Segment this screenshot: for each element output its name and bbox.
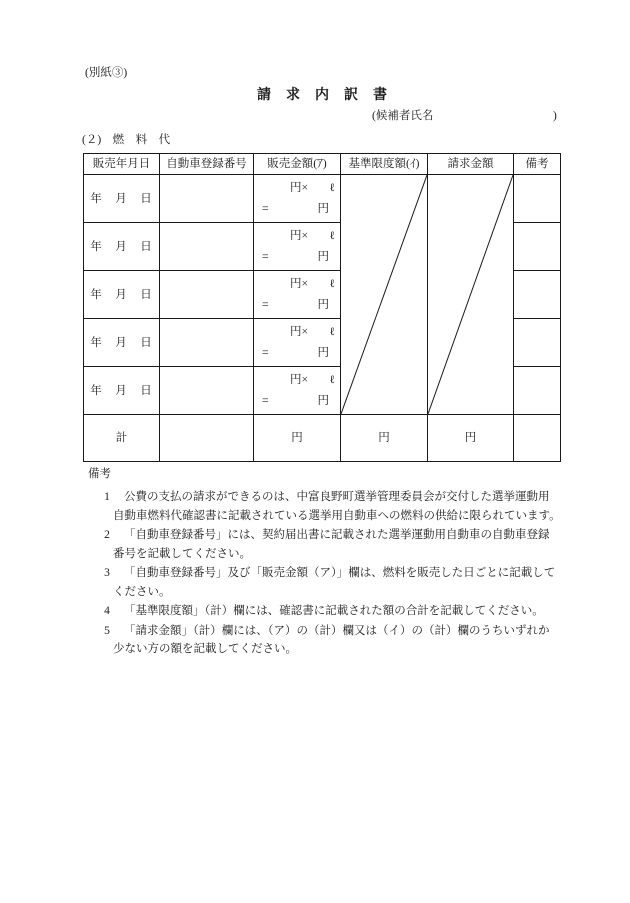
header-claim-amount: 請求金額 [428,154,514,175]
total-label: 計 [84,415,160,462]
liter-unit: ℓ [329,278,335,290]
remarks-cell [514,319,561,367]
total-sales-amount-yen: 円 [254,415,341,462]
note-item [101,488,561,525]
diagonal-slash-line [341,175,427,414]
note-line: ください。 [113,585,171,598]
header-remarks: 備考 [514,154,561,175]
registration-number-cell [160,319,254,367]
claim-amount-slashed-cell [428,175,514,415]
liter-unit: ℓ [329,182,335,194]
yen-unit: 円 [317,395,329,407]
yen-times-label: 円× [290,374,308,386]
note-number: 1 [104,491,110,503]
notes-list [101,488,561,660]
table-row [84,175,561,223]
note-line: 自動車燃料代確認書に記載されている選挙用自動車への燃料の供給に限られています。 [113,509,561,522]
sales-amount-cell [254,271,341,319]
note-item [101,622,561,659]
note-item [101,526,561,563]
header-registration-number: 自動車登録番号 [160,154,254,175]
note-number: 4 [104,605,110,617]
note-text: 「請求金額」（計）欄には、（ア）の（計）欄又は（イ）の（計）欄のうちいずれか [124,624,550,637]
fuel-cost-breakdown-table [83,153,561,462]
note-number: 2 [104,529,110,541]
equals-sign: = [262,347,269,359]
total-claim-amount-yen: 円 [428,415,514,462]
remarks-cell [514,223,561,271]
total-registration-cell [160,415,254,462]
total-remarks-cell [514,415,561,462]
note-text: 「基準限度額」（計）欄には、確認書に記載された額の合計を記載してください。 [124,605,544,617]
note-line [101,602,561,621]
sale-date-cell: 年 月 日 [84,271,160,319]
sales-amount-cell [254,367,341,415]
remarks-cell [514,367,561,415]
page-title: 請 求 内 訳 書 [257,88,388,103]
sales-amount-cell [254,223,341,271]
registration-number-cell [160,223,254,271]
note-line [101,526,561,545]
note-text: 「自動車登録番号」及び「販売金額（ア）」欄は、燃料を販売した日ごとに記載して [124,567,556,579]
note-line: 少ない方の額を記載してください。 [113,643,297,655]
registration-number-cell [160,175,254,223]
candidate-name-label: (候補者氏名 [372,110,434,122]
liter-unit: ℓ [329,326,335,338]
diagonal-slash-line [428,175,513,414]
note-item [101,602,561,621]
yen-times-label: 円× [290,182,308,194]
total-standard-limit-yen: 円 [341,415,428,462]
note-line [101,622,561,641]
note-number: 5 [104,624,110,637]
yen-unit: 円 [317,299,329,311]
equals-sign: = [262,299,269,311]
equals-sign: = [262,203,269,215]
notes-heading: 備考 [88,468,111,480]
note-line: 番号を記載してください。 [113,547,251,560]
sale-date-cell: 年 月 日 [84,223,160,271]
note-text: 「自動車登録番号」には、契約届出書に記載された選挙運動用自動車の自動車登録 [124,529,550,541]
header-sale-date: 販売年月日 [84,154,160,175]
sales-amount-cell [254,175,341,223]
standard-limit-slashed-cell [341,175,428,415]
yen-unit: 円 [317,347,329,359]
yen-unit: 円 [317,251,329,263]
header-sales-amount: 販売金額(ｱ) [254,154,341,175]
yen-times-label: 円× [290,278,308,290]
table-header-row [84,154,561,175]
total-row [84,415,561,462]
sale-date-cell: 年 月 日 [84,319,160,367]
liter-unit: ℓ [329,374,335,386]
remarks-cell [514,175,561,223]
equals-sign: = [262,395,269,407]
note-item [101,564,561,601]
registration-number-cell [160,367,254,415]
note-line [101,488,561,507]
sale-date-cell: 年 月 日 [84,175,160,223]
equals-sign: = [262,251,269,263]
yen-unit: 円 [317,203,329,215]
registration-number-cell [160,271,254,319]
yen-times-label: 円× [290,326,308,338]
section-heading: (２) 燃 料 代 [82,134,171,146]
header-standard-limit: 基準限度額(ｲ) [341,154,428,175]
note-number: 3 [104,567,110,579]
liter-unit: ℓ [329,230,335,242]
note-text: 公費の支払の請求ができるのは、中富良野町選挙管理委員会が交付した選挙運動用 [124,491,550,503]
attachment-label: (別紙③) [85,67,128,79]
note-line [101,564,561,583]
candidate-name-close-paren: ) [553,110,557,122]
sales-amount-cell [254,319,341,367]
sale-date-cell: 年 月 日 [84,367,160,415]
yen-times-label: 円× [290,230,308,242]
remarks-cell [514,271,561,319]
